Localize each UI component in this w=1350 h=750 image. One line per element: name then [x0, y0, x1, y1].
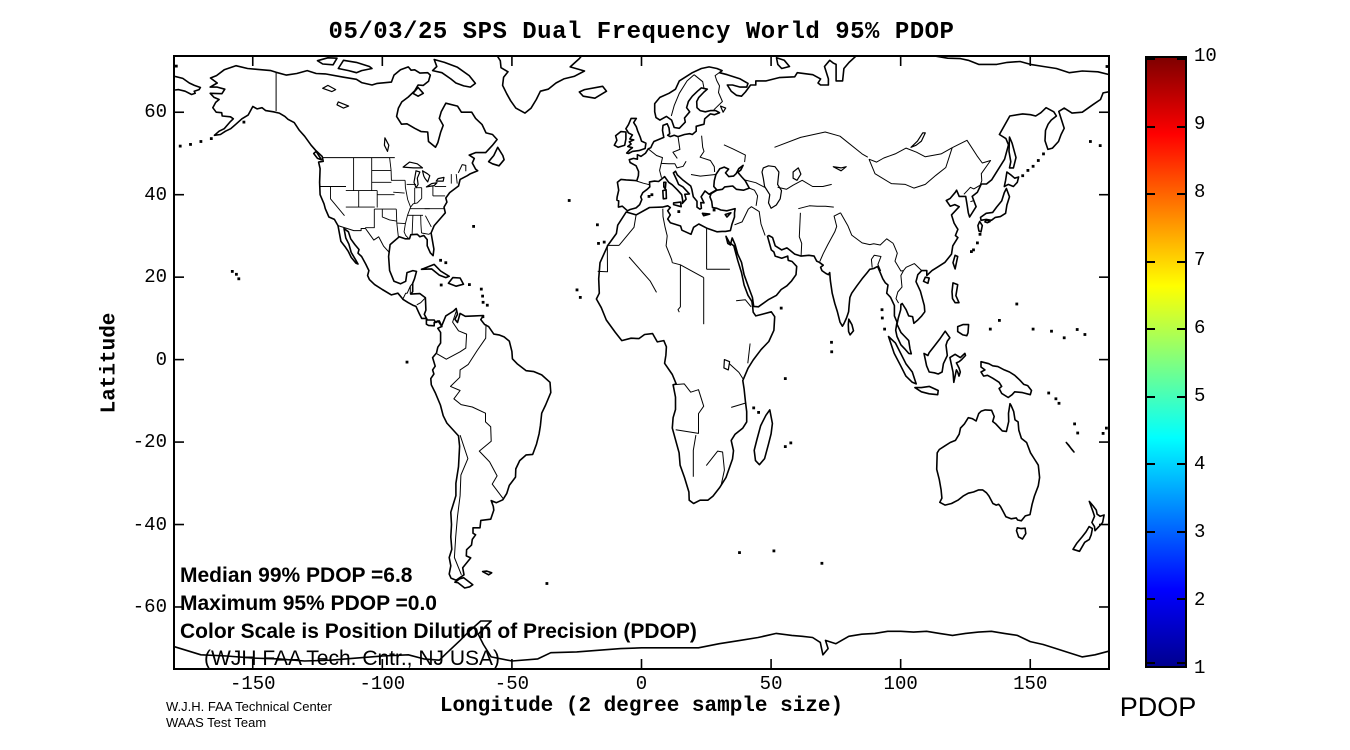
country-border: [893, 243, 903, 271]
us-state-border: [404, 180, 411, 239]
small-island-dot: [1106, 65, 1108, 68]
great-slave-lake-outline: [337, 102, 349, 108]
color-scale-annotation: Color Scale is Position Dilution of Precision (PDOP): [180, 620, 697, 643]
small-island-dot: [200, 140, 203, 143]
colorbar: [1145, 56, 1187, 668]
small-island-dot: [243, 121, 246, 124]
chukotka-west-of-dateline-coastline: [175, 76, 200, 94]
small-island-dot: [881, 308, 884, 311]
us-state-border: [331, 187, 345, 216]
small-island-dot: [546, 582, 549, 585]
small-island-dot: [596, 223, 599, 226]
small-island-dot: [970, 250, 973, 253]
country-border: [749, 188, 757, 206]
country-border: [693, 435, 696, 477]
plot-area: [173, 55, 1110, 670]
south-america-coastline: [431, 309, 551, 581]
hainan-coastline: [924, 277, 930, 283]
small-island-dot: [979, 233, 982, 236]
victoria-island-coastline: [338, 60, 372, 72]
small-island-dot: [789, 442, 792, 445]
hispaniola-coastline: [448, 278, 463, 287]
colorbar-title: PDOP: [1119, 692, 1197, 722]
country-border: [820, 213, 841, 262]
lake-baikal-outline: [911, 133, 925, 147]
x-tick-label: 0: [635, 673, 648, 695]
aral-sea-outline: [793, 168, 801, 180]
lake-huron-outline: [423, 171, 430, 182]
x-tick-label: -150: [229, 673, 276, 695]
colorbar-tick: [1177, 598, 1185, 600]
small-island-dot: [1089, 140, 1092, 143]
lake-winnipeg-outline: [384, 138, 388, 152]
country-border: [694, 75, 704, 89]
small-island-dot: [821, 562, 824, 565]
small-island-dot: [440, 284, 443, 287]
north-america-coastline: [210, 66, 497, 327]
small-island-dot: [1076, 328, 1079, 331]
borneo-coastline: [924, 331, 950, 374]
country-border: [735, 207, 766, 236]
us-state-border: [382, 209, 396, 221]
us-state-border: [421, 215, 422, 233]
x-tick-label: 150: [1013, 673, 1048, 695]
taiwan-coastline: [953, 255, 958, 269]
x-tick-label: -100: [359, 673, 406, 695]
crete-coastline: [702, 213, 709, 215]
footer-center-name: W.J.H. FAA Technical Center: [166, 699, 332, 714]
chart-title: 05/03/25 SPS Dual Frequency World 95% PDOP: [328, 19, 955, 46]
small-island-dot: [1037, 159, 1040, 162]
country-border: [691, 175, 716, 177]
small-island-dot: [830, 350, 833, 353]
small-island-dot: [773, 550, 776, 553]
luzon-coastline: [952, 283, 959, 303]
madagascar-coastline: [754, 410, 772, 465]
corsica-coastline: [664, 182, 666, 189]
small-island-dot: [179, 145, 182, 148]
sardinia-coastline: [663, 190, 667, 199]
median-pdop-annotation: Median 99% PDOP =6.8: [180, 564, 413, 587]
country-border: [637, 181, 650, 185]
country-border: [673, 137, 680, 159]
sumatra-coastline: [889, 337, 917, 384]
small-island-dot: [568, 199, 571, 202]
java-coastline: [915, 386, 938, 394]
colorbar-tick: [1147, 328, 1155, 330]
us-state-border: [412, 215, 413, 234]
small-island-dot: [1015, 303, 1018, 306]
colorbar-tick: [1147, 58, 1155, 60]
colorbar-tick: [1147, 531, 1155, 533]
colorbar-tick-label: 4: [1194, 453, 1206, 475]
novaya-zemlya-coastline: [777, 58, 790, 69]
country-border: [458, 165, 466, 173]
y-tick-label: -60: [132, 595, 167, 618]
small-island-dot: [576, 289, 579, 292]
southampton-island-coastline: [413, 88, 423, 97]
colorbar-tick-label: 6: [1194, 317, 1206, 339]
small-island-dot: [883, 328, 886, 331]
kyushu-coastline: [978, 222, 982, 232]
country-border: [403, 286, 411, 300]
colorbar-tick: [1147, 598, 1155, 600]
country-border: [778, 180, 832, 189]
new-caledonia-coastline: [1066, 443, 1074, 453]
colorbar-tick: [1177, 193, 1185, 195]
new-zealand-north-coastline: [1089, 501, 1104, 530]
small-island-dot: [444, 261, 447, 264]
small-island-dot: [235, 273, 238, 276]
small-island-dot: [1027, 169, 1030, 172]
us-state-border: [393, 192, 404, 193]
colorbar-tick-label: 2: [1194, 589, 1206, 611]
colorbar-tick: [1177, 396, 1185, 398]
small-island-dot: [175, 65, 178, 68]
country-border: [841, 213, 894, 245]
colorbar-tick-label: 9: [1194, 113, 1206, 135]
small-island-dot: [1073, 423, 1076, 426]
footer-team-name: WAAS Test Team: [166, 715, 267, 730]
us-state-border: [425, 216, 431, 227]
baffin-island-coastline: [433, 60, 476, 88]
colorbar-tick: [1177, 261, 1185, 263]
country-border: [952, 140, 990, 185]
x-tick-label: 50: [759, 673, 783, 695]
colorbar-tick-label: 10: [1194, 45, 1217, 67]
small-island-dot: [439, 259, 442, 262]
y-tick-label: 20: [144, 266, 167, 289]
y-tick-label: 60: [144, 101, 167, 124]
country-border: [598, 245, 619, 271]
colorbar-tick-label: 8: [1194, 181, 1206, 203]
small-island-dot: [482, 301, 485, 304]
sulawesi-coastline: [950, 353, 966, 382]
great-bear-lake-outline: [323, 85, 336, 91]
x-tick-label: -50: [494, 673, 530, 695]
small-island-dot: [468, 283, 471, 286]
small-island-dot: [1050, 330, 1053, 333]
small-island-dot: [1042, 153, 1045, 156]
country-border: [706, 451, 724, 485]
caspian-sea-outline: [762, 166, 782, 209]
small-island-dot: [998, 319, 1001, 322]
great-britain-coastline: [626, 118, 646, 153]
small-island-dot: [757, 411, 760, 414]
lake-ontario-outline: [436, 177, 444, 181]
shikoku-coastline: [985, 220, 990, 223]
small-island-dot: [1058, 402, 1061, 405]
small-island-dot: [1076, 432, 1079, 435]
country-border: [729, 364, 743, 379]
small-island-dot: [1055, 397, 1058, 400]
honshu-coastline: [981, 189, 1010, 221]
small-island-dot: [651, 193, 654, 196]
newfoundland-coastline: [489, 147, 505, 166]
y-tick-label: 40: [144, 183, 167, 206]
country-border: [724, 145, 746, 162]
country-border: [896, 271, 904, 304]
small-island-dot: [482, 315, 485, 318]
country-border: [714, 71, 723, 110]
small-island-dot: [597, 242, 600, 245]
country-border: [748, 344, 750, 364]
country-border: [700, 136, 715, 172]
small-island-dot: [1102, 432, 1105, 435]
ireland-coastline: [614, 132, 626, 148]
colorbar-tick: [1177, 58, 1185, 60]
y-tick-label: -20: [132, 431, 167, 454]
colorbar-tick: [1177, 328, 1185, 330]
small-island-dot: [210, 137, 213, 140]
country-border: [629, 257, 656, 292]
sakhalin-coastline: [1009, 137, 1016, 168]
country-border: [672, 263, 703, 278]
small-island-dot: [1032, 328, 1035, 331]
lake-michigan-outline: [414, 171, 420, 188]
x-axis-label: Longitude (2 degree sample size): [439, 695, 844, 718]
colorbar-tick-label: 7: [1194, 249, 1206, 271]
iceland-coastline: [579, 86, 606, 98]
cuba-coastline: [422, 264, 450, 277]
country-border: [798, 206, 834, 209]
colorbar-tick: [1147, 463, 1155, 465]
small-island-dot: [1063, 336, 1066, 339]
small-island-dot: [780, 307, 783, 310]
lake-superior-outline: [403, 162, 422, 168]
country-border: [678, 265, 680, 312]
small-island-dot: [406, 361, 409, 364]
small-island-dot: [1047, 392, 1050, 395]
banks-island-coastline: [318, 58, 338, 65]
small-island-dot: [713, 209, 716, 212]
mindanao-coastline: [958, 325, 969, 336]
afro-eurasia-coastline: [596, 57, 1108, 503]
small-island-dot: [237, 277, 240, 280]
new-zealand-south-coastline: [1073, 527, 1092, 552]
colorbar-tick: [1177, 463, 1185, 465]
australia-coastline: [937, 404, 1040, 521]
small-island-dot: [648, 195, 651, 198]
us-state-border: [391, 170, 405, 180]
small-island-dot: [480, 288, 483, 291]
us-state-border: [456, 174, 457, 184]
country-border: [731, 403, 746, 408]
country-border: [799, 213, 801, 256]
colorbar-tick: [1147, 261, 1155, 263]
colorbar-tick-label: 1: [1194, 657, 1206, 679]
lake-ladoga-outline: [721, 106, 726, 112]
small-island-dot: [189, 143, 192, 146]
country-border: [661, 161, 686, 168]
hokkaido-coastline: [1004, 172, 1018, 187]
colorbar-tick: [1147, 662, 1155, 664]
small-island-dot: [784, 377, 787, 380]
us-state-border: [390, 158, 392, 171]
small-island-dot: [677, 210, 680, 213]
us-state-border: [365, 209, 374, 228]
country-border: [869, 148, 952, 162]
small-island-dot: [481, 295, 484, 298]
greenland-coastline: [465, 57, 593, 113]
country-border: [673, 384, 704, 434]
country-border: [648, 149, 662, 178]
small-island-dot: [1032, 165, 1035, 168]
small-island-dot: [989, 328, 992, 331]
cyprus-coastline: [725, 213, 731, 217]
lake-balkhash-outline: [833, 167, 846, 171]
small-island-dot: [603, 241, 606, 244]
small-island-dot: [784, 445, 787, 448]
small-island-dot: [881, 317, 884, 320]
colorbar-tick: [1177, 126, 1185, 128]
small-island-dot: [231, 270, 234, 273]
y-axis-label: Latitude: [98, 312, 122, 414]
small-island-dot: [472, 225, 475, 228]
small-island-dot: [1099, 144, 1102, 147]
country-border: [671, 75, 694, 116]
small-island-dot: [752, 407, 755, 410]
sri-lanka-coastline: [848, 319, 853, 335]
tasmania-coastline: [1017, 528, 1026, 539]
colorbar-tick: [1147, 396, 1155, 398]
small-island-dot: [1021, 174, 1024, 177]
colorbar-tick: [1147, 126, 1155, 128]
us-state-border: [422, 233, 431, 234]
small-island-dot: [830, 341, 833, 344]
falkland-islands-coastline: [483, 571, 492, 575]
lake-victoria-outline: [724, 360, 730, 370]
colorbar-tick: [1177, 531, 1185, 533]
colorbar-tick-label: 3: [1194, 521, 1206, 543]
x-tick-label: 100: [883, 673, 918, 695]
country-border: [437, 311, 467, 359]
sicily-coastline: [674, 202, 682, 207]
y-tick-label: 0: [155, 348, 167, 371]
small-island-dot: [579, 296, 582, 299]
maximum-pdop-annotation: Maximum 95% PDOP =0.0: [180, 592, 437, 615]
small-island-dot: [1105, 427, 1108, 430]
country-border: [736, 300, 751, 307]
colorbar-tick: [1147, 193, 1155, 195]
new-guinea-coastline: [981, 362, 1032, 398]
small-island-dot: [738, 551, 741, 554]
facility-annotation: (WJH FAA Tech. Cntr., NJ USA): [204, 647, 501, 670]
colorbar-tick-label: 5: [1194, 385, 1206, 407]
us-state-border: [411, 198, 422, 207]
colorbar-tick: [1177, 662, 1185, 664]
country-border: [775, 132, 868, 157]
country-border: [417, 298, 426, 305]
us-state-border: [397, 223, 406, 224]
country-border: [663, 209, 673, 263]
small-island-dot: [486, 304, 489, 307]
small-island-dot: [976, 242, 979, 245]
small-island-dot: [1084, 333, 1087, 336]
y-tick-label: -40: [132, 513, 167, 536]
country-border: [904, 264, 922, 271]
